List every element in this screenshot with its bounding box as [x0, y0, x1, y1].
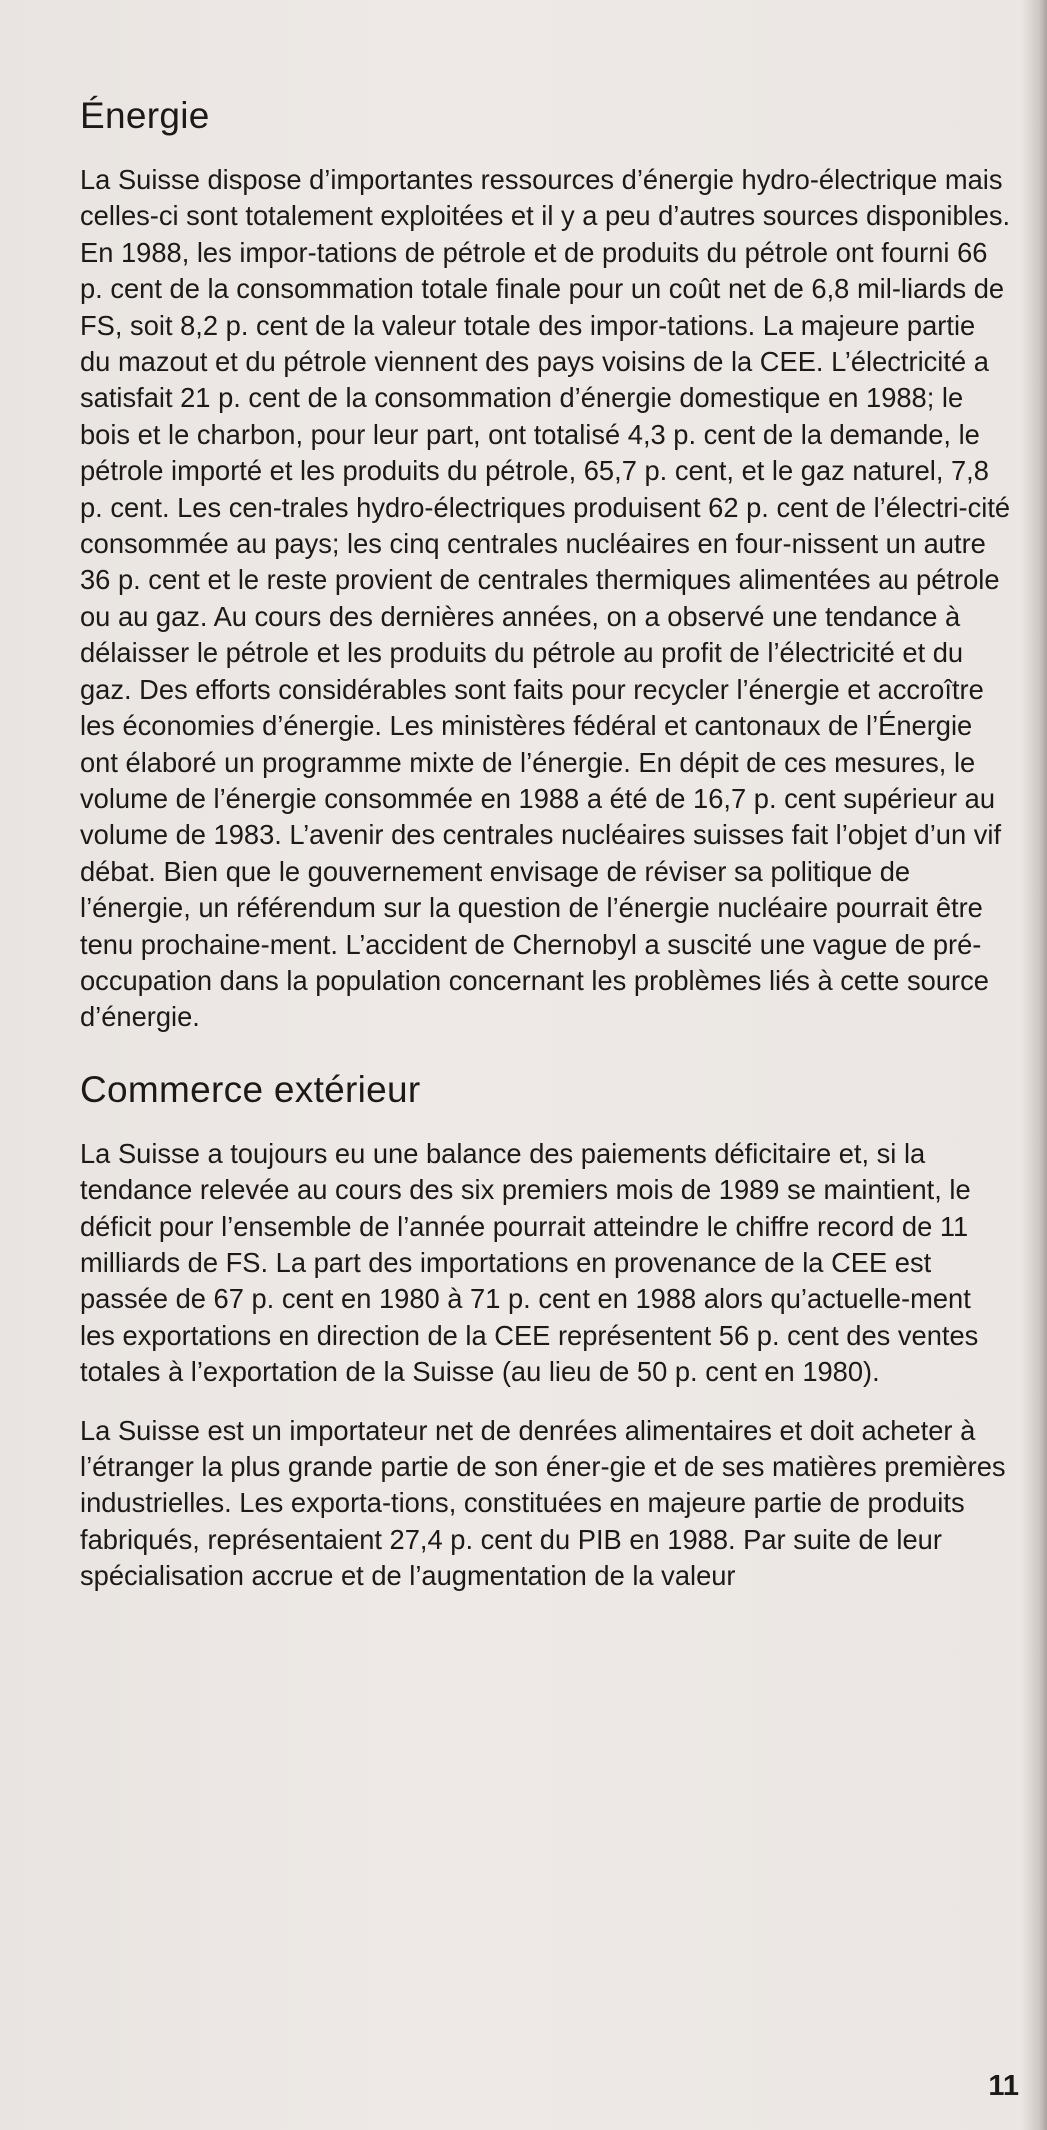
section-commerce-exterieur: [80, 1066, 1012, 1595]
section-energie: [80, 92, 1012, 1036]
section-heading-commerce-exterieur: Commerce extérieur: [80, 1068, 421, 1110]
page-edge-shadow: [1021, 0, 1047, 2130]
paragraph-commerce-2: La Suisse est un importateur net de denrées alimentaires et doit acheter à l’étranger la plus grande partie de son éner-gie et de ses matières premières industrielles. Les exporta-tions, constituées en majeure partie de produits fabriqués, représentaient 27,4 p. cent du PIB en 1988. Par suite de leur spécialisation accrue et de l’augmentation de la valeur: [80, 1414, 1006, 1592]
page-content: [80, 92, 1012, 1595]
paragraph-commerce-1: La Suisse a toujours eu une balance des paiements déficitaire et, si la tendance relevée au cours des six premiers mois de 1989 se maintient, le déficit pour l’ensemble de l’année pourrait atteindre le chiffre record de 11 milliards de FS. La part des importations en provenance de la CEE est passée de 67 p. cent en 1980 à 71 p. cent en 1988 alors qu’actuelle-ment les exportations en direction de la CEE représentent 56 p. cent des ventes totales à l’exportation de la Suisse (au lieu de 50 p. cent en 1980).: [80, 1137, 979, 1388]
paragraph-energie: La Suisse dispose d’importantes ressources d’énergie hydro-électrique mais celles-ci sont totalement exploitées et il y a peu d’autres sources disponibles. En 1988, les impor-tations de pétrole et de produits du pétrole ont fourni 66 p. cent de la consommation totale finale pour un coût net de 6,8 mil-liards de FS, soit 8,2 p. cent de la valeur totale des impor-tations. La majeure partie du mazout et du pétrole viennent des pays voisins de la CEE. L’électricité a satisfait 21 p. cent de la consommation d’énergie domestique en 1988; le bois et le charbon, pour leur part, ont totalisé 4,3 p. cent de la demande, le pétrole importé et les produits du pétrole, 65,7 p. cent, et le gaz naturel, 7,8 p. cent. Les cen-trales hydro-électriques produisent 62 p. cent de l’électri-cité consommée au pays; les cinq centrales nucléaires en four-nissent un autre 36 p. cent et le reste provient de centrales thermiques alimentées au pétrole ou au gaz. Au cours des dernières années, on a observé une tendance à délaisser le pétrole et les produits du pétrole au profit de l’électricité et du gaz. Des efforts considérables sont faits pour recycler l’énergie et accroître les économies d’énergie. Les ministères fédéral et cantonaux de l’Énergie ont élaboré un programme mixte de l’énergie. En dépit de ces mesures, le volume de l’énergie consommée en 1988 a été de 16,7 p. cent supérieur au volume de 1983. L’avenir des centrales nucléaires suisses fait l’objet d’un vif débat. Bien que le gouvernement envisage de réviser sa politique de l’énergie, un référendum sur la question de l’énergie nucléaire pourrait être tenu prochaine-ment. L’accident de Chernobyl a suscité une vague de pré-occupation dans la population concernant les problèmes liés à cette source d’énergie.: [80, 164, 1011, 1033]
page-number: 11: [988, 2070, 1019, 2102]
section-heading-energie: Énergie: [80, 95, 210, 136]
